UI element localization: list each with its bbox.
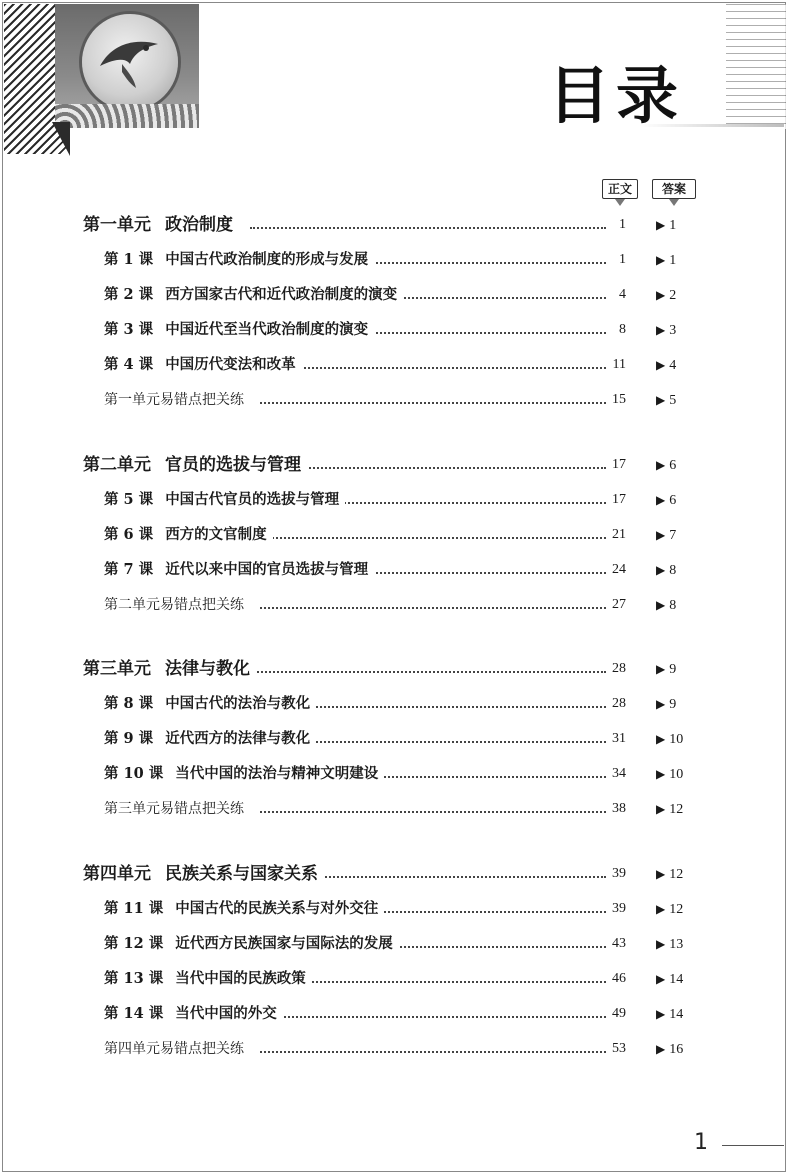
column-header-answers: 答案 — [652, 179, 696, 199]
answer-page-number: 5 — [669, 393, 677, 408]
lesson-number: 第 6 课 — [104, 526, 154, 543]
lesson-number: 第 12 课 — [104, 935, 164, 952]
arrow-icon: ▶ — [656, 937, 666, 951]
body-page-number: 28 — [612, 696, 626, 711]
arrow-icon: ▶ — [656, 253, 666, 267]
lesson-heading — [104, 248, 374, 272]
arrow-icon: ▶ — [656, 972, 666, 986]
body-page-number: 31 — [612, 731, 626, 746]
answer-page-number: 9 — [669, 697, 677, 712]
answer-page — [656, 593, 676, 618]
toc-lesson-row[interactable] — [0, 692, 790, 716]
answer-page — [656, 762, 683, 787]
arrow-icon: ▶ — [656, 1042, 666, 1056]
leader-dots — [260, 353, 606, 369]
toc-review-row[interactable] — [0, 388, 790, 412]
lesson-heading — [104, 353, 302, 377]
review-title: 第四单元易错点把关练 — [104, 1037, 250, 1061]
body-page-number: 1 — [619, 252, 626, 267]
answer-page — [656, 862, 683, 887]
answer-page-number: 1 — [669, 253, 677, 268]
answer-page — [656, 932, 683, 957]
lesson-title: 中国历代变法和改革 — [165, 356, 296, 373]
leader-dots — [250, 213, 606, 229]
lesson-title: 中国古代官员的选拔与管理 — [165, 491, 340, 508]
leader-dots — [260, 593, 606, 609]
answer-page-number: 12 — [669, 802, 684, 817]
arrow-icon: ▶ — [656, 288, 666, 302]
answer-page — [656, 967, 683, 992]
lesson-number: 第 4 课 — [104, 356, 154, 373]
answer-page-number: 10 — [669, 732, 684, 747]
arrow-icon: ▶ — [656, 598, 666, 612]
leader-dots — [250, 657, 606, 673]
right-lines-decoration — [726, 4, 786, 129]
lesson-number: 第 2 课 — [104, 286, 154, 303]
answer-page — [656, 657, 676, 682]
toc-lesson-row[interactable] — [0, 558, 790, 582]
leader-dots — [260, 523, 606, 539]
arrow-icon: ▶ — [656, 732, 666, 746]
arrow-icon: ▶ — [656, 563, 666, 577]
body-page-number: 53 — [612, 1041, 626, 1056]
unit-heading — [83, 213, 239, 237]
body-page-number: 11 — [612, 357, 626, 372]
body-page-number: 34 — [612, 766, 626, 781]
toc-lesson-row[interactable] — [0, 897, 790, 921]
review-title: 第二单元易错点把关练 — [104, 593, 250, 617]
page-title: 目录 — [548, 59, 685, 132]
toc-lesson-row[interactable] — [0, 762, 790, 786]
eagle-emblem-icon — [82, 14, 178, 110]
lesson-heading — [104, 932, 399, 956]
body-page-number: 24 — [612, 562, 626, 577]
unit-heading — [83, 453, 307, 477]
answer-page — [656, 248, 676, 273]
answer-page-number: 7 — [669, 528, 677, 543]
answer-page — [656, 797, 683, 822]
lesson-number: 第 14 课 — [104, 1005, 164, 1022]
body-page-number: 27 — [612, 597, 626, 612]
answer-page — [656, 353, 676, 378]
unit-number: 第四单元 — [83, 864, 151, 884]
lesson-title: 当代中国的外交 — [175, 1005, 277, 1022]
lesson-heading — [104, 727, 316, 751]
lesson-number: 第 3 课 — [104, 321, 154, 338]
toc-lesson-row[interactable] — [0, 283, 790, 307]
lesson-heading — [104, 692, 316, 716]
answer-page-number: 12 — [669, 902, 684, 917]
toc-unit-row[interactable] — [0, 657, 790, 681]
arrow-icon: ▶ — [656, 393, 666, 407]
body-page-number: 4 — [619, 287, 626, 302]
toc-unit-row[interactable] — [0, 862, 790, 886]
answer-page — [656, 283, 676, 308]
answer-page-number: 8 — [669, 563, 677, 578]
lesson-heading — [104, 488, 345, 512]
toc-unit-row[interactable] — [0, 453, 790, 477]
answer-page-number: 14 — [669, 972, 684, 987]
body-page-number: 17 — [612, 457, 626, 472]
toc-review-row[interactable] — [0, 797, 790, 821]
arrow-icon: ▶ — [656, 323, 666, 337]
answer-page — [656, 523, 676, 548]
answer-page — [656, 1002, 683, 1027]
body-page-number: 39 — [612, 901, 626, 916]
answer-page — [656, 488, 676, 513]
lesson-number: 第 11 课 — [104, 900, 164, 917]
lesson-title: 近代以来中国的官员选拔与管理 — [165, 561, 369, 578]
lesson-title: 中国近代至当代政治制度的演变 — [165, 321, 369, 338]
column-header-body: 正文 — [602, 179, 638, 199]
lesson-heading — [104, 318, 374, 342]
lesson-heading — [104, 897, 384, 921]
body-page-number: 49 — [612, 1006, 626, 1021]
page-frame — [2, 2, 786, 1172]
answer-page — [656, 318, 676, 343]
body-page-number: 17 — [612, 492, 626, 507]
body-page-number: 28 — [612, 661, 626, 676]
toc-lesson-row[interactable] — [0, 248, 790, 272]
toc-lesson-row[interactable] — [0, 488, 790, 512]
lesson-title: 中国古代的法治与教化 — [165, 695, 311, 712]
arrow-icon: ▶ — [656, 902, 666, 916]
body-page-number: 46 — [612, 971, 626, 986]
page-number: 1 — [694, 1130, 708, 1155]
body-page-number: 8 — [619, 322, 626, 337]
lesson-heading — [104, 558, 374, 582]
lesson-number: 第 7 课 — [104, 561, 154, 578]
lesson-number: 第 13 课 — [104, 970, 164, 987]
toc-lesson-row[interactable] — [0, 1002, 790, 1026]
lesson-heading — [104, 283, 403, 307]
answer-page-number: 1 — [669, 218, 677, 233]
lesson-title: 近代西方民族国家与国际法的发展 — [175, 935, 393, 952]
lesson-title: 中国古代的民族关系与对外交往 — [175, 900, 379, 917]
answer-page-number: 6 — [669, 493, 677, 508]
page-number-rule — [722, 1145, 784, 1146]
lesson-number: 第 5 课 — [104, 491, 154, 508]
arrow-icon: ▶ — [656, 867, 666, 881]
answer-page-number: 10 — [669, 767, 684, 782]
toc-lesson-row[interactable] — [0, 727, 790, 751]
arrow-icon: ▶ — [656, 218, 666, 232]
answer-page-number: 12 — [669, 867, 684, 882]
arrow-icon: ▶ — [656, 528, 666, 542]
lesson-title: 当代中国的民族政策 — [175, 970, 306, 987]
arrow-icon: ▶ — [656, 802, 666, 816]
toc-unit-row[interactable] — [0, 213, 790, 237]
lesson-number: 第 1 课 — [104, 251, 154, 268]
wave-decoration — [55, 104, 199, 128]
answer-page — [656, 213, 676, 238]
answer-page-number: 4 — [669, 358, 677, 373]
leader-dots — [260, 1037, 606, 1053]
toc-lesson-row[interactable] — [0, 353, 790, 377]
toc-review-row[interactable] — [0, 1037, 790, 1061]
arrow-icon: ▶ — [656, 358, 666, 372]
arrow-icon: ▶ — [656, 662, 666, 676]
leader-dots — [260, 388, 606, 404]
body-page-number: 39 — [612, 866, 626, 881]
unit-heading — [83, 862, 324, 886]
toc-review-row[interactable] — [0, 593, 790, 617]
body-page-number: 38 — [612, 801, 626, 816]
unit-title: 政治制度 — [165, 215, 233, 235]
answer-page-number: 13 — [669, 937, 684, 952]
lesson-number: 第 9 课 — [104, 730, 154, 747]
lesson-title: 当代中国的法治与精神文明建设 — [175, 765, 379, 782]
lesson-title: 西方的文官制度 — [165, 526, 267, 543]
unit-title: 民族关系与国家关系 — [165, 864, 318, 884]
lesson-title: 近代西方的法律与教化 — [165, 730, 311, 747]
lesson-heading — [104, 762, 384, 786]
answer-page-number: 6 — [669, 458, 677, 473]
unit-title: 官员的选拔与管理 — [165, 455, 301, 475]
lesson-title: 中国古代政治制度的形成与发展 — [165, 251, 369, 268]
lesson-number: 第 8 课 — [104, 695, 154, 712]
arrow-icon: ▶ — [656, 697, 666, 711]
answer-page — [656, 388, 676, 413]
lesson-number: 第 10 课 — [104, 765, 164, 782]
answer-page-number: 8 — [669, 598, 677, 613]
answer-page — [656, 558, 676, 583]
arrow-icon: ▶ — [656, 458, 666, 472]
answer-page — [656, 1037, 683, 1062]
unit-number: 第一单元 — [83, 215, 151, 235]
leader-dots — [260, 797, 606, 813]
toc-lesson-row[interactable] — [0, 932, 790, 956]
arrow-icon: ▶ — [656, 1007, 666, 1021]
answer-page-number: 14 — [669, 1007, 684, 1022]
toc-lesson-row[interactable] — [0, 318, 790, 342]
lesson-heading — [104, 523, 273, 547]
unit-heading — [83, 657, 256, 681]
leader-dots — [260, 967, 606, 983]
lesson-heading — [104, 1002, 283, 1026]
unit-title: 法律与教化 — [165, 659, 250, 679]
body-page-number: 43 — [612, 936, 626, 951]
answer-page-number: 16 — [669, 1042, 684, 1057]
unit-number: 第三单元 — [83, 659, 151, 679]
unit-number: 第二单元 — [83, 455, 151, 475]
body-page-number: 21 — [612, 527, 626, 542]
arrow-icon: ▶ — [656, 493, 666, 507]
lesson-title: 西方国家古代和近代政治制度的演变 — [165, 286, 398, 303]
answer-page-number: 3 — [669, 323, 677, 338]
answer-page — [656, 692, 676, 717]
toc-lesson-row[interactable] — [0, 967, 790, 991]
answer-page-number: 2 — [669, 288, 677, 303]
answer-page — [656, 897, 683, 922]
review-title: 第三单元易错点把关练 — [104, 797, 250, 821]
lesson-heading — [104, 967, 312, 991]
answer-page — [656, 453, 676, 478]
answer-page — [656, 727, 683, 752]
review-title: 第一单元易错点把关练 — [104, 388, 250, 412]
body-page-number: 15 — [612, 392, 626, 407]
body-page-number: 1 — [619, 217, 626, 232]
arrow-icon: ▶ — [656, 767, 666, 781]
toc-lesson-row[interactable] — [0, 523, 790, 547]
answer-page-number: 9 — [669, 662, 677, 677]
leader-dots — [260, 1002, 606, 1018]
